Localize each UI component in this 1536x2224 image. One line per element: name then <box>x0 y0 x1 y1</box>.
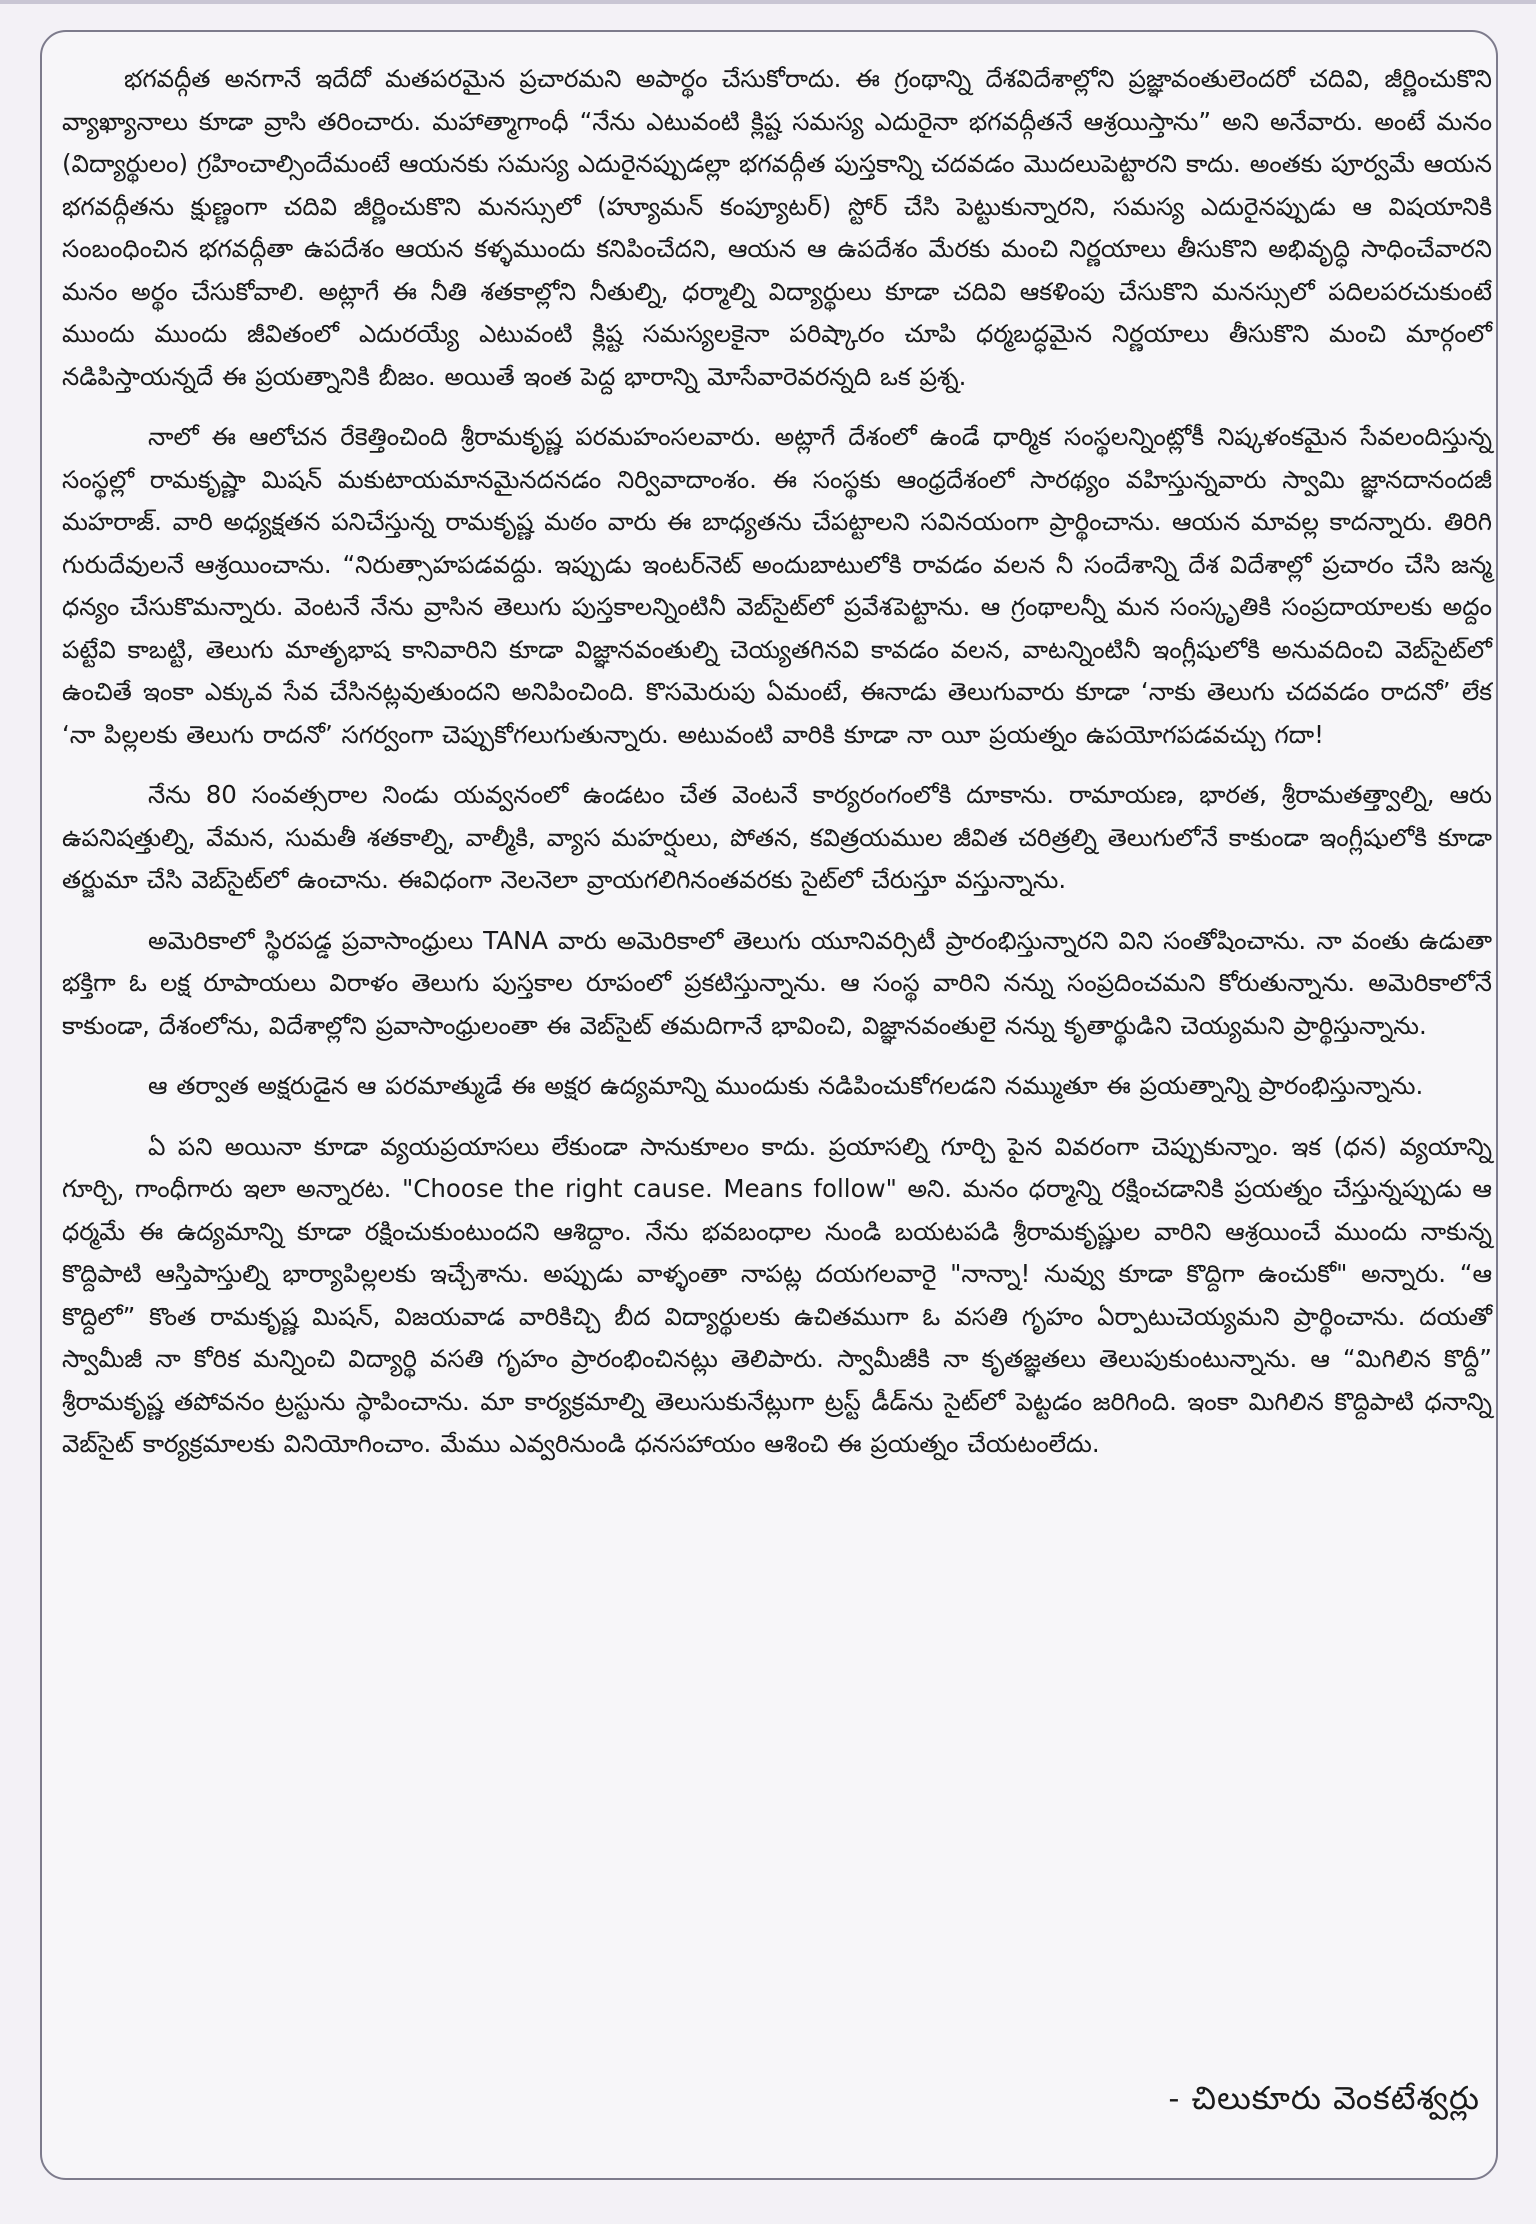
scan-top-edge <box>0 0 1536 4</box>
paragraph-3: నేను 80 సంవత్సరాల నిండు యవ్వనంలో ఉండటం చేత వెంటనే కార్యరంగంలోకి దూకాను. రామాయణ, భారత, శ్రీరామతత్త్వాల్ని, ఆరు ఉపనిషత్తుల్ని, వేమన, సుమతీ శతకాల్ని, వాల్మీకి, వ్యాస మహర్షులు, పోతన, కవిత్రయముల జీవిత చరిత్రల్ని తెలుగులోనే కాకుండా ఇంగ్లీషులోకి కూడా తర్జుమా చేసి వెబ్‌సైట్‌లో ఉంచాను. ఈవిధంగా నెలనెలా వ్రాయగలిగినంతవరకు సైట్‌లో చేరుస్తూ వస్తున్నాను. <box>62 780 1492 894</box>
paragraph-6: ఏ పని అయినా కూడా వ్యయప్రయాసలు లేకుండా సానుకూలం కాదు. ప్రయాసల్ని గూర్చి పైన వివరంగా చెప్పుకున్నాం. ఇక (ధన) వ్యయాన్ని గూర్చి, గాంధీగారు ఇలా అన్నారట. "Choose the right cause. Means follow" అని. మనం ధర్మాన్ని రక్షించడానికి ప్రయత్నం చేస్తున్నప్పుడు ఆ ధర్మమే ఈ ఉద్యమాన్ని కూడా రక్షించుకుంటుందని ఆశిద్దాం. నేను భవబంధాల నుండి బయటపడి శ్రీరామకృష్ణుల వారిని ఆశ్రయించే ముందు నాకున్న కొద్దిపాటి ఆస్తిపాస్తుల్ని భార్యాపిల్లలకు ఇచ్చేశాను. అప్పుడు వాళ్ళంతా నాపట్ల దయగలవారై "నాన్నా! నువ్వు కూడా కొద్దిగా ఉంచుకో" అన్నారు. “ఆ కొద్దిలో” కొంత రామకృష్ణ మిషన్, విజయవాడ వారికిచ్చి బీద విద్యార్థులకు ఉచితముగా ఓ వసతి గృహం ఏర్పాటుచెయ్యమని ప్రార్థించాను. దయతో స్వామీజీ నా కోరిక మన్నించి విద్యార్థి వసతి గృహం ప్రారంభించినట్లు తెలిపారు. స్వామీజీకి నా కృతజ్ఞతలు తెలుపుకుంటున్నాను. ఆ “మిగిలిన కొద్దీ” శ్రీరామకృష్ణ తపోవనం ట్రస్టును స్థాపించాను. మా కార్యక్రమాల్ని తెలుసుకునేట్లుగా ట్రస్ట్ డీడ్‌ను సైట్‌లో పెట్టడం జరిగింది. ఇంకా మిగిలిన కొద్దిపాటి ధనాన్ని వెబ్‌సైట్ కార్యక్రమాలకు వినియోగించాం. మేము ఎవ్వరినుండి ధనసహాయం ఆశించి ఈ ప్రయత్నం చేయటంలేదు. <box>62 1131 1492 1458</box>
author-signature: - చిలుకూరు వెంకటేశ్వర్లు <box>1168 2079 1480 2117</box>
paragraph-1: భగవద్గీత అనగానే ఇదేదో మతపరమైన ప్రచారమని అపార్థం చేసుకోరాదు. ఈ గ్రంథాన్ని దేశవిదేశాల్లోని ప్రజ్ఞావంతులెందరో చదివి, జీర్ణించుకొని వ్యాఖ్యానాలు కూడా వ్రాసి తరించారు. మహాత్మాగాంధీ “నేను ఎటువంటి క్లిష్ట సమస్య ఎదురైనా భగవద్గీతనే ఆశ్రయిస్తాను” అని అనేవారు. అంటే మనం (విద్యార్థులం) గ్రహించాల్సిందేమంటే ఆయనకు సమస్య ఎదురైనప్పుడల్లా భగవద్గీత పుస్తకాన్ని చదవడం మొదలుపెట్టారని కాదు. అంతకు పూర్వమే ఆయన భగవద్గీతను క్షుణ్ణంగా చదివి జీర్ణించుకొని మనస్సులో (హ్యూమన్ కంప్యూటర్) స్టోర్ చేసి పెట్టుకున్నారని, సమస్య ఎదురైనప్పుడు ఆ విషయానికి సంబంధించిన భగవద్గీతా ఉపదేశం ఆయన కళ్ళముందు కనిపించేదని, ఆయన ఆ ఉపదేశం మేరకు మంచి నిర్ణయాలు తీసుకొని అభివృద్ధి సాధించేవారని మనం అర్థం చేసుకోవాలి. అట్లాగే ఈ నీతి శతకాల్లోని నీతుల్ని, ధర్మాల్ని విద్యార్థులు కూడా చదివి ఆకళింపు చేసుకొని మనస్సులో పదిలపరచుకుంటే ముందు ముందు జీవితంలో ఎదురయ్యే ఎటువంటి క్లిష్ట సమస్యలకైనా పరిష్కారం చూపి ధర్మబద్ధమైన నిర్ణయాలు తీసుకొని మంచి మార్గంలో నడిపిస్తాయన్నదే ఈ ప్రయత్నానికి బీజం. అయితే ఇంత పెద్ద భారాన్ని మోసేవారెవరన్నది ఒక ప్రశ్న. <box>62 64 1492 391</box>
paragraph-2: నాలో ఈ ఆలోచన రేకెత్తించింది శ్రీరామకృష్ణ పరమహంసలవారు. అట్లాగే దేశంలో ఉండే ధార్మిక సంస్థలన్నింట్లోకీ నిష్కళంకమైన సేవలందిస్తున్న సంస్థల్లో రామకృష్ణా మిషన్ మకుటాయమానమైనదనడం నిర్వివాదాంశం. ఈ సంస్థకు ఆంధ్రదేశంలో సారథ్యం వహిస్తున్నవారు స్వామి జ్ఞానదానందజీ మహరాజ్. వారి అధ్యక్షతన పనిచేస్తున్న రామకృష్ణ మఠం వారు ఈ బాధ్యతను చేపట్టాలని సవినయంగా ప్రార్థించాను. ఆయన మావల్ల కాదన్నారు. తిరిగి గురుదేవులనే ఆశ్రయించాను. “నిరుత్సాహపడవద్దు. ఇప్పుడు ఇంటర్‌నెట్ అందుబాటులోకి రావడం వలన నీ సందేశాన్ని దేశ విదేశాల్లో ప్రచారం చేసి జన్మ ధన్యం చేసుకొమన్నారు. వెంటనే నేను వ్రాసిన తెలుగు పుస్తకాలన్నింటినీ వెబ్‌సైట్‌లో ప్రవేశపెట్టాను. ఆ గ్రంథాలన్నీ మన సంస్కృతికి సంప్రదాయాలకు అద్దం పట్టేవి కాబట్టి, తెలుగు మాతృభాష కానివారిని కూడా విజ్ఞానవంతుల్ని చెయ్యతగినవి కావడం వలన, వాటన్నింటినీ ఇంగ్లీషులోకి అనువదించి వెబ్‌సైట్‌లో ఉంచితే ఇంకా ఎక్కువ సేవ చేసినట్లవుతుందని అనిపించింది. కొసమెరుపు ఏమంటే, ఈనాడు తెలుగువారు కూడా ‘నాకు తెలుగు చదవడం రాదనో’ లేక ‘నా పిల్లలకు తెలుగు రాదనో’ సగర్వంగా చెప్పుకోగలుగుతున్నారు. అటువంటి వారికి కూడా నా యీ ప్రయత్నం ఉపయోగపడవచ్చు గదా! <box>62 422 1492 749</box>
document-body <box>62 58 1492 1484</box>
paragraph-5: ఆ తర్వాత అక్షరుడైన ఆ పరమాత్ముడే ఈ అక్షర ఉద్యమాన్ని ముందుకు నడిపించుకోగలడని నమ్ముతూ ఈ ప్రయత్నాన్ని ప్రారంభిస్తున్నాను. <box>148 1071 1424 1100</box>
paragraph-4: అమెరికాలో స్థిరపడ్డ ప్రవాసాంధ్రులు TANA వారు అమెరికాలో తెలుగు యూనివర్సిటీ ప్రారంభిస్తున్నారని విని సంతోషించాను. నా వంతు ఉడుతా భక్తిగా ఓ లక్ష రూపాయలు విరాళం తెలుగు పుస్తకాల రూపంలో ప్రకటిస్తున్నాను. ఆ సంస్థ వారిని నన్ను సంప్రదించమని కోరుతున్నాను. అమెరికాలోనే కాకుండా, దేశంలోను, విదేశాల్లోని ప్రవాసాంధ్రులంతా ఈ వెబ్‌సైట్ తమదిగానే భావించి, విజ్ఞానవంతులై నన్ను కృతార్థుడిని చెయ్యమని ప్రార్థిస్తున్నాను. <box>62 925 1492 1040</box>
